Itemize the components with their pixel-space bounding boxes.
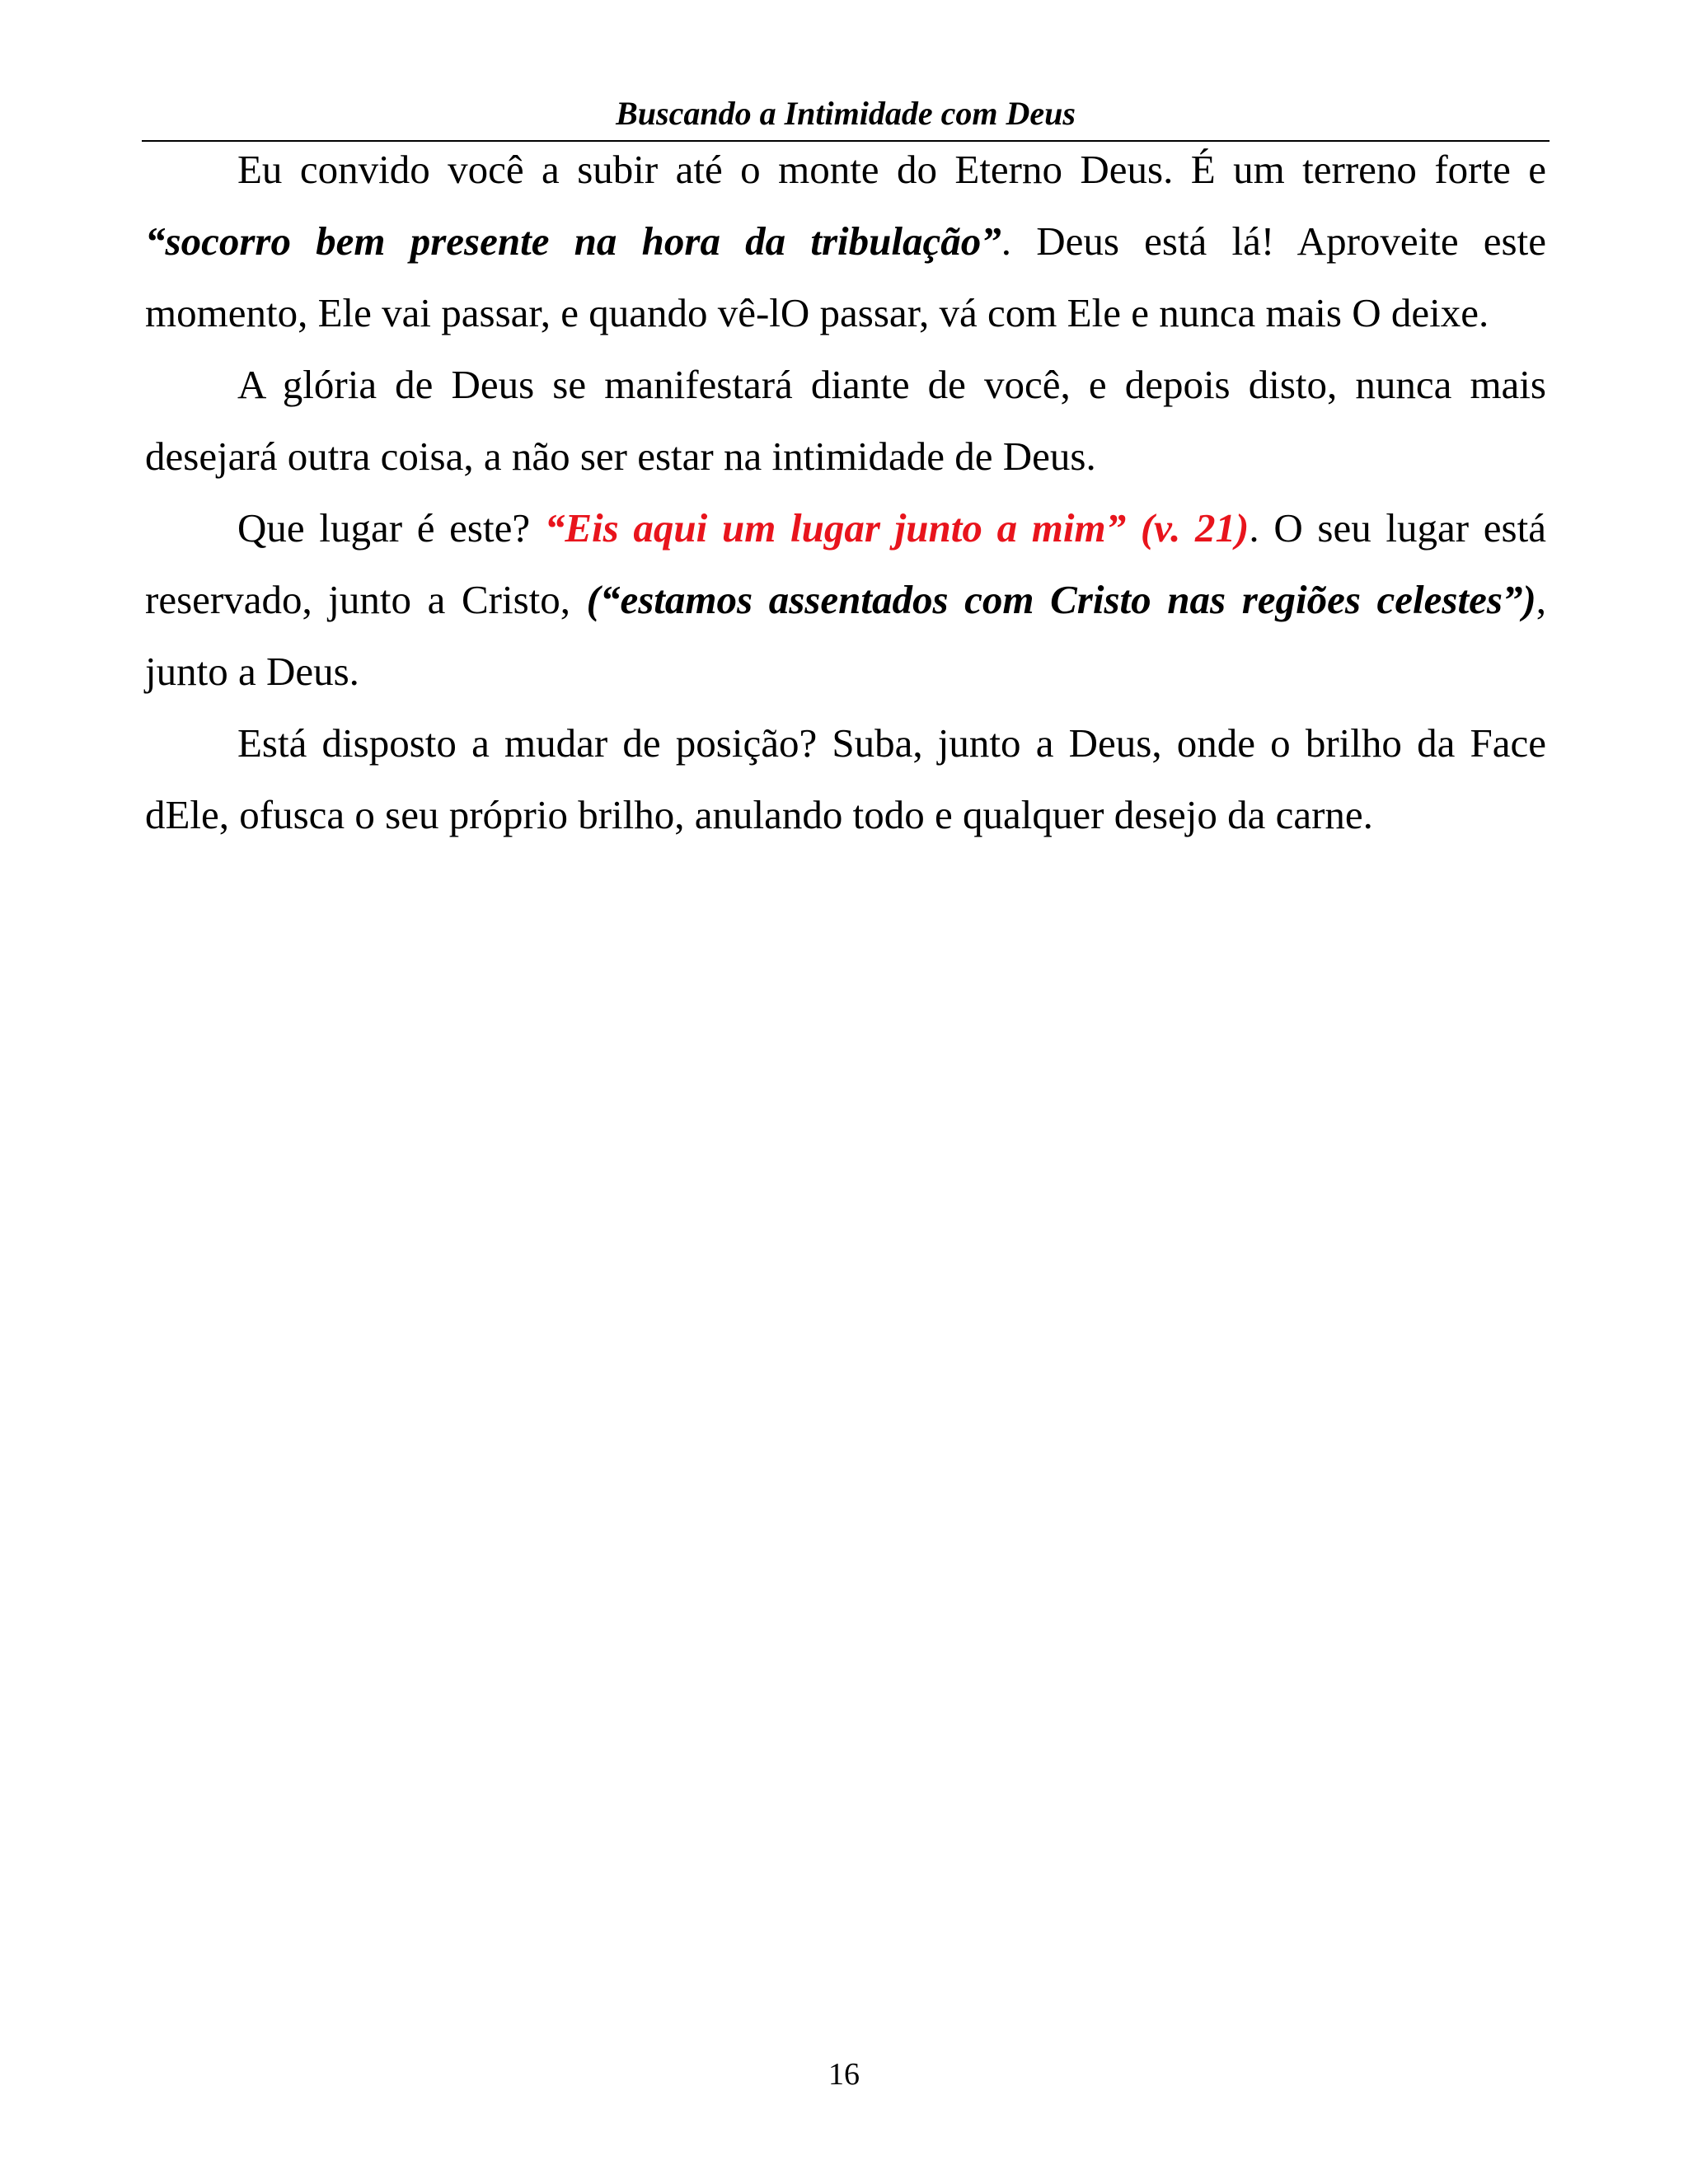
page-body: [145, 134, 1546, 851]
paragraph-1-quote: “socorro bem presente na hora da tribulação”: [145, 218, 1001, 264]
paragraph-3-quote: (“estamos assentados com Cristo nas regiões celestes”): [586, 577, 1536, 622]
paragraph-2-text: A glória de Deus se manifestará diante de você, e depois disto, nunca mais desejará outra coisa, a não ser estar na intimidade de Deus.: [145, 362, 1546, 479]
page-number: 16: [828, 2057, 860, 2092]
paragraph-4: [145, 707, 1546, 851]
paragraph-3-text-a: Que lugar é este?: [237, 505, 545, 551]
paragraph-1-text-b: . Deus está lá! Aproveite este momento, Ele vai passar, e quando vê-lO passar, vá com Ele e nunca mais O deixe.: [145, 218, 1546, 335]
paragraph-3: [145, 492, 1546, 707]
paragraph-1: [145, 134, 1546, 349]
paragraph-1-text-a: Eu convido você a subir até o monte do Eterno Deus. É um terreno forte e: [237, 147, 1546, 192]
paragraph-3-text-b: . O seu lugar está reservado, junto a Cristo,: [145, 505, 1546, 622]
paragraph-2: [145, 349, 1546, 492]
header-title: Buscando a Intimidade com Deus: [616, 95, 1076, 132]
paragraph-4-text: Está disposto a mudar de posição? Suba, junto a Deus, onde o brilho da Face dEle, ofusca o seu próprio brilho, anulando todo e qualquer desejo da carne.: [145, 720, 1546, 837]
paragraph-3-red-quote: “Eis aqui um lugar junto a mim” (v. 21): [544, 505, 1250, 551]
paragraph-3-text-c: , junto a Deus.: [145, 577, 1546, 694]
